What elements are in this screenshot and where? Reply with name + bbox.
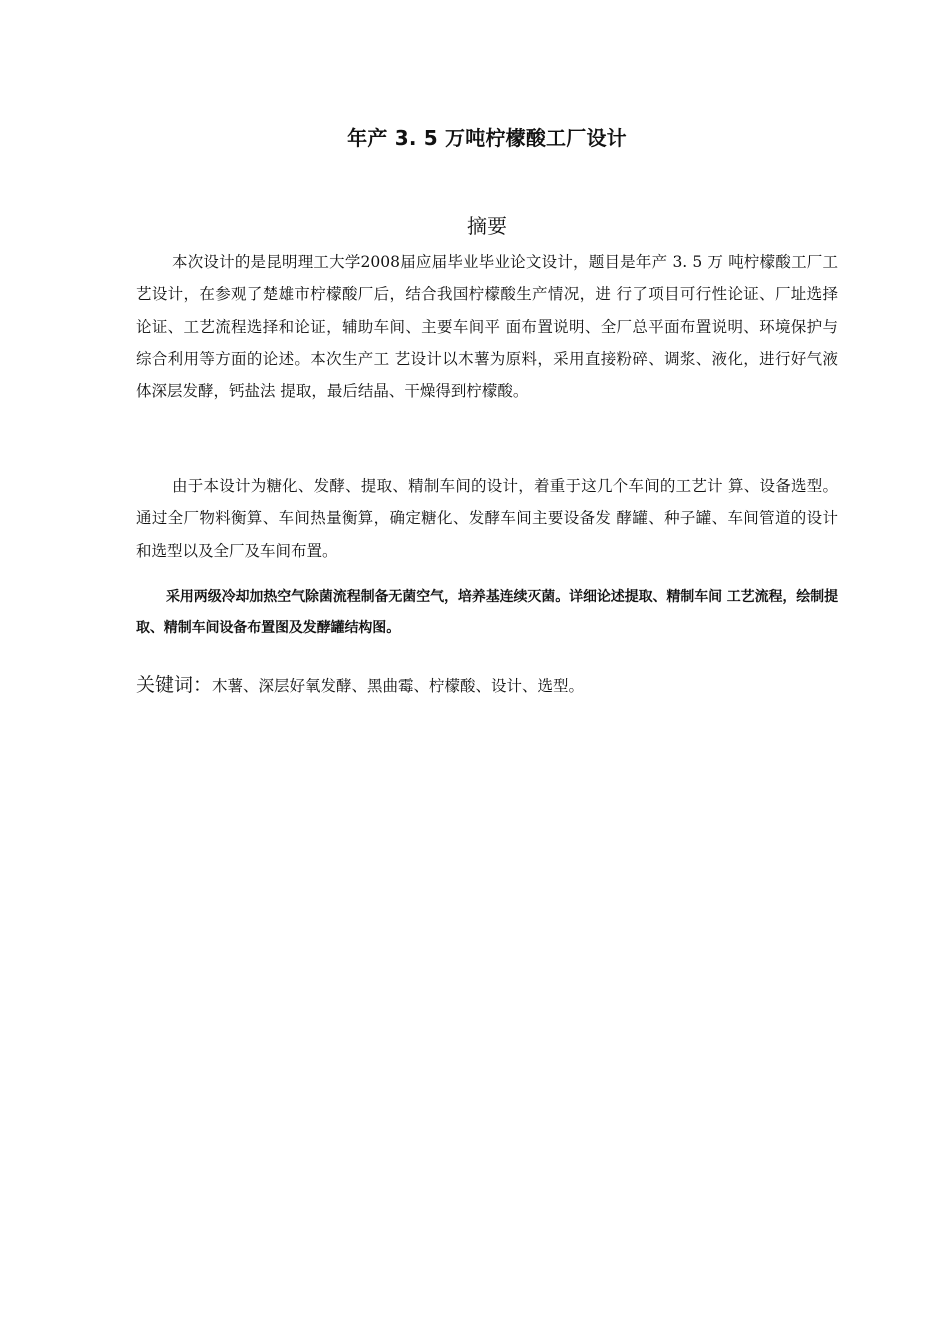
abstract-heading: 摘要 xyxy=(467,214,507,238)
abstract-paragraph-3: 采用两级冷却加热空气除菌流程制备无菌空气，培养基连续灭菌。详细论述提取、精制车间 工艺流程，绘制提取、精制车间设备布置图及发酵罐结构图。 xyxy=(136,589,838,636)
keywords-line xyxy=(136,670,838,701)
document-title: 年产 3. 5 万吨柠檬酸工厂设计 xyxy=(347,126,627,150)
abstract-paragraph-2: 由于本设计为糖化、发酵、提取、精制车间的设计，着重于这几个车间的工艺计 算、设备选型。通过全厂物料衡算、车间热量衡算，确定糖化、发酵车间主要设备发 酵罐、种子罐、车间管道的设计和选型以及全厂及车间布置。 xyxy=(136,477,838,560)
abstract-paragraph-1: 本次设计的是昆明理工大学2008届应届毕业毕业论文设计，题目是年产 3. 5 万 吨柠檬酸工厂工艺设计，在参观了楚雄市柠檬酸厂后，结合我国柠檬酸生产情况，进 行了项目可行性论证、厂址选择论证、工艺流程选择和论证，辅助车间、主要车间平 面布置说明、全厂总平面布置说明、环境保护与综合利用等方面的论述。本次生产工 艺设计以木薯为原料，采用直接粉碎、调浆、液化，进行好气液体深层发酵，钙盐法 提取，最后结晶、干燥得到柠檬酸。 xyxy=(136,253,838,401)
keywords-text: 木薯、深层好氧发酵、黑曲霉、柠檬酸、设计、选型。 xyxy=(212,677,585,695)
keywords-label: 关键词： xyxy=(136,674,213,696)
